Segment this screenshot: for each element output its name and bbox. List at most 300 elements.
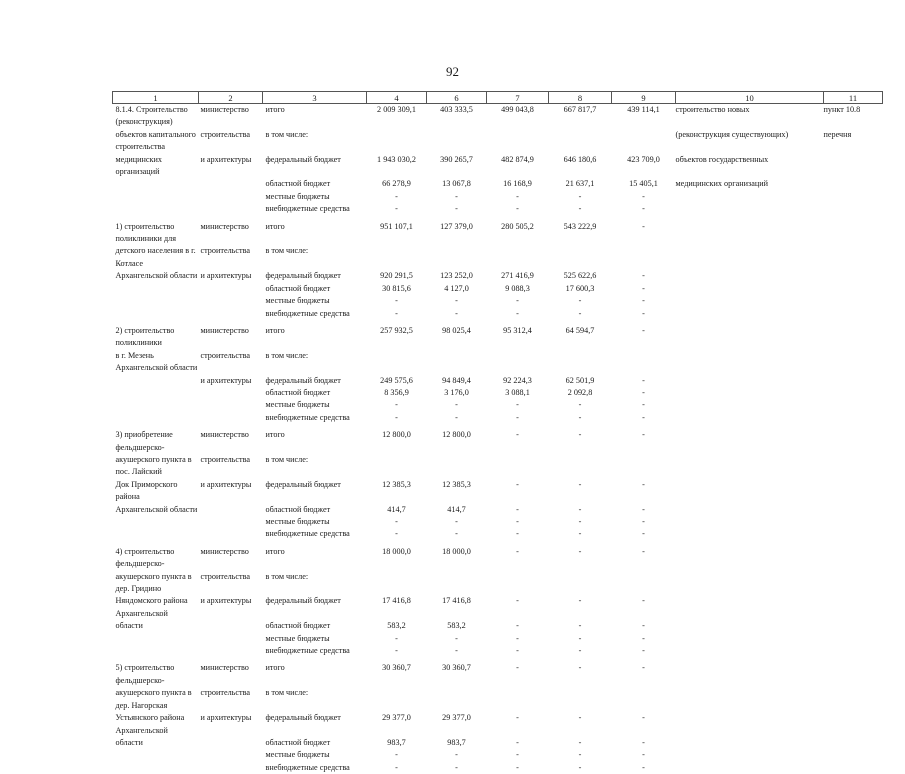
table-row <box>113 749 883 761</box>
amount-cell: - <box>487 295 549 307</box>
table-row <box>113 633 883 645</box>
amount-cell: - <box>487 412 549 424</box>
funding-source-label: итого <box>263 657 367 687</box>
amount-cell: - <box>487 541 549 571</box>
funding-source-label: федеральный бюджет <box>263 375 367 387</box>
object-title-line: медицинских организаций <box>113 154 199 179</box>
executor-line <box>199 178 263 190</box>
expected-result-line <box>676 737 824 749</box>
executor-line <box>199 749 263 761</box>
reference-line: пункт 10.8 <box>824 104 883 129</box>
amount-cell: - <box>612 375 676 387</box>
object-title-line: Док Приморского района <box>113 479 199 504</box>
col-header: 9 <box>612 92 676 104</box>
object-title-line <box>113 399 199 411</box>
object-title-line <box>113 283 199 295</box>
executor-line: и архитектуры <box>199 154 263 179</box>
executor-line: строительства <box>199 571 263 596</box>
executor-line <box>199 528 263 540</box>
executor-line: и архитектуры <box>199 375 263 387</box>
amount-cell: - <box>612 657 676 687</box>
funding-source-label: в том числе: <box>263 454 367 479</box>
amount-cell: - <box>612 216 676 246</box>
amount-cell: - <box>367 516 427 528</box>
executor-line: министерство <box>199 424 263 454</box>
table-row <box>113 308 883 320</box>
col-header: 7 <box>487 92 549 104</box>
funding-source-label: в том числе: <box>263 571 367 596</box>
object-title-line <box>113 295 199 307</box>
object-title-line: Архангельской области <box>113 504 199 516</box>
amount-cell: 280 505,2 <box>487 216 549 246</box>
amount-cell: - <box>549 737 612 749</box>
reference-line <box>824 399 883 411</box>
amount-cell: 29 377,0 <box>367 712 427 737</box>
expected-result-line <box>676 270 824 282</box>
amount-cell: - <box>612 320 676 350</box>
reference-line <box>824 283 883 295</box>
amount-cell: 18 000,0 <box>427 541 487 571</box>
table-row <box>113 571 883 596</box>
expected-result-line <box>676 412 824 424</box>
amount-cell <box>367 245 427 270</box>
amount-cell: - <box>427 645 487 657</box>
reference-line <box>824 308 883 320</box>
table-row <box>113 350 883 375</box>
amount-cell: - <box>612 620 676 632</box>
amount-cell: 15 405,1 <box>612 178 676 190</box>
amount-cell: - <box>487 657 549 687</box>
object-title-line <box>113 178 199 190</box>
amount-cell: - <box>612 516 676 528</box>
funding-source-label: федеральный бюджет <box>263 154 367 179</box>
amount-cell: 920 291,5 <box>367 270 427 282</box>
col-header: 1 <box>113 92 199 104</box>
executor-line: министерство <box>199 657 263 687</box>
reference-line <box>824 424 883 454</box>
amount-cell: - <box>612 541 676 571</box>
amount-cell: 30 815,6 <box>367 283 427 295</box>
amount-cell: - <box>487 191 549 203</box>
expected-result-line <box>676 633 824 645</box>
amount-cell: 13 067,8 <box>427 178 487 190</box>
expected-result-line <box>676 657 824 687</box>
funding-source-label: местные бюджеты <box>263 516 367 528</box>
amount-cell: - <box>367 412 427 424</box>
reference-line: перечня <box>824 129 883 154</box>
amount-cell: - <box>612 762 676 774</box>
expected-result-line <box>676 504 824 516</box>
col-header: 11 <box>824 92 883 104</box>
amount-cell: - <box>487 633 549 645</box>
executor-line: и архитектуры <box>199 270 263 282</box>
amount-cell: - <box>549 479 612 504</box>
object-title-line: области <box>113 620 199 632</box>
amount-cell: 3 176,0 <box>427 387 487 399</box>
reference-line <box>824 687 883 712</box>
funding-source-label: федеральный бюджет <box>263 270 367 282</box>
amount-cell: 12 385,3 <box>427 479 487 504</box>
amount-cell: - <box>427 516 487 528</box>
table-row <box>113 620 883 632</box>
amount-cell: - <box>367 749 427 761</box>
reference-line <box>824 191 883 203</box>
amount-cell: - <box>612 308 676 320</box>
amount-cell: 583,2 <box>367 620 427 632</box>
col-header: 10 <box>676 92 824 104</box>
table-row <box>113 104 883 129</box>
amount-cell: - <box>612 424 676 454</box>
expected-result-line <box>676 424 824 454</box>
amount-cell: 21 637,1 <box>549 178 612 190</box>
amount-cell: 2 092,8 <box>549 387 612 399</box>
amount-cell: 414,7 <box>367 504 427 516</box>
amount-cell: 667 817,7 <box>549 104 612 129</box>
amount-cell: - <box>612 737 676 749</box>
amount-cell: 30 360,7 <box>367 657 427 687</box>
table-row <box>113 320 883 350</box>
reference-line <box>824 412 883 424</box>
reference-line <box>824 479 883 504</box>
amount-cell: 499 043,8 <box>487 104 549 129</box>
amount-cell <box>612 350 676 375</box>
table-row <box>113 178 883 190</box>
reference-line <box>824 762 883 774</box>
funding-source-label: внебюджетные средства <box>263 308 367 320</box>
funding-source-label: итого <box>263 104 367 129</box>
amount-cell: - <box>549 595 612 620</box>
amount-cell: - <box>549 645 612 657</box>
amount-cell: 94 849,4 <box>427 375 487 387</box>
object-title-line: акушерского пункта в дер. Гридино <box>113 571 199 596</box>
expected-result-line <box>676 571 824 596</box>
amount-cell: - <box>549 762 612 774</box>
reference-line <box>824 203 883 215</box>
amount-cell <box>487 245 549 270</box>
amount-cell: 4 127,0 <box>427 283 487 295</box>
header-row <box>113 92 883 104</box>
executor-line <box>199 412 263 424</box>
executor-line <box>199 203 263 215</box>
object-title-line: 2) строительство поликлиники <box>113 320 199 350</box>
funding-source-label: областной бюджет <box>263 387 367 399</box>
amount-cell: 2 009 309,1 <box>367 104 427 129</box>
funding-source-label: внебюджетные средства <box>263 645 367 657</box>
amount-cell: - <box>367 399 427 411</box>
funding-source-label: в том числе: <box>263 129 367 154</box>
expected-result-line <box>676 245 824 270</box>
reference-line <box>824 620 883 632</box>
amount-cell <box>427 129 487 154</box>
table-row <box>113 595 883 620</box>
program-table <box>112 91 883 774</box>
table-row <box>113 528 883 540</box>
object-title-line <box>113 645 199 657</box>
amount-cell: - <box>612 633 676 645</box>
amount-cell: - <box>549 203 612 215</box>
object-title-line: акушерского пункта в пос. Лайский <box>113 454 199 479</box>
expected-result-line <box>676 283 824 295</box>
reference-line <box>824 516 883 528</box>
funding-source-label: федеральный бюджет <box>263 712 367 737</box>
executor-line: строительства <box>199 129 263 154</box>
amount-cell <box>427 350 487 375</box>
executor-line <box>199 387 263 399</box>
amount-cell: - <box>427 191 487 203</box>
expected-result-line: объектов государственных <box>676 154 824 179</box>
object-title-line: в г. Мезень Архангельской области <box>113 350 199 375</box>
amount-cell <box>487 350 549 375</box>
object-title-line: области <box>113 737 199 749</box>
amount-cell: 390 265,7 <box>427 154 487 179</box>
executor-line <box>199 295 263 307</box>
table-row <box>113 454 883 479</box>
amount-cell: - <box>487 620 549 632</box>
object-title-line <box>113 387 199 399</box>
amount-cell: 95 312,4 <box>487 320 549 350</box>
amount-cell: - <box>612 191 676 203</box>
executor-line: строительства <box>199 245 263 270</box>
amount-cell: - <box>487 528 549 540</box>
page-number: 92 <box>0 64 905 80</box>
amount-cell: - <box>612 712 676 737</box>
amount-cell: 646 180,6 <box>549 154 612 179</box>
executor-line: и архитектуры <box>199 479 263 504</box>
funding-source-label: местные бюджеты <box>263 749 367 761</box>
object-title-line: акушерского пункта в дер. Нагорская <box>113 687 199 712</box>
amount-cell: - <box>427 295 487 307</box>
funding-source-label: итого <box>263 320 367 350</box>
amount-cell: - <box>367 203 427 215</box>
funding-source-label: федеральный бюджет <box>263 595 367 620</box>
funding-source-label: внебюджетные средства <box>263 203 367 215</box>
amount-cell: 98 025,4 <box>427 320 487 350</box>
object-title-line: объектов капитального строительства <box>113 129 199 154</box>
reference-line <box>824 154 883 179</box>
amount-cell <box>367 454 427 479</box>
amount-cell: - <box>549 749 612 761</box>
reference-line <box>824 541 883 571</box>
reference-line <box>824 178 883 190</box>
funding-source-label: в том числе: <box>263 350 367 375</box>
table-row <box>113 203 883 215</box>
executor-line: министерство <box>199 216 263 246</box>
reference-line <box>824 749 883 761</box>
amount-cell: - <box>612 595 676 620</box>
object-title-line: 5) строительство фельдшерско- <box>113 657 199 687</box>
amount-cell: - <box>367 633 427 645</box>
table-row <box>113 516 883 528</box>
amount-cell: 30 360,7 <box>427 657 487 687</box>
amount-cell: - <box>367 645 427 657</box>
executor-line <box>199 399 263 411</box>
amount-cell: - <box>612 399 676 411</box>
expected-result-line <box>676 387 824 399</box>
reference-line <box>824 350 883 375</box>
amount-cell <box>427 245 487 270</box>
funding-source-label: местные бюджеты <box>263 295 367 307</box>
table-body <box>113 104 883 774</box>
executor-line: министерство <box>199 104 263 129</box>
amount-cell: 127 379,0 <box>427 216 487 246</box>
amount-cell: - <box>549 412 612 424</box>
amount-cell: - <box>549 295 612 307</box>
executor-line: и архитектуры <box>199 595 263 620</box>
object-title-line <box>113 203 199 215</box>
amount-cell: - <box>549 424 612 454</box>
expected-result-line <box>676 320 824 350</box>
table-row <box>113 762 883 774</box>
amount-cell <box>427 571 487 596</box>
funding-source-label: федеральный бюджет <box>263 479 367 504</box>
funding-source-label: местные бюджеты <box>263 399 367 411</box>
amount-cell: - <box>549 504 612 516</box>
reference-line <box>824 270 883 282</box>
table-row <box>113 129 883 154</box>
amount-cell: - <box>612 479 676 504</box>
amount-cell: - <box>367 528 427 540</box>
amount-cell <box>367 350 427 375</box>
executor-line: министерство <box>199 320 263 350</box>
table-row <box>113 737 883 749</box>
amount-cell: 583,2 <box>427 620 487 632</box>
amount-cell: - <box>487 645 549 657</box>
funding-source-label: местные бюджеты <box>263 191 367 203</box>
table-row <box>113 154 883 179</box>
expected-result-line <box>676 399 824 411</box>
reference-line <box>824 295 883 307</box>
col-header: 2 <box>199 92 263 104</box>
expected-result-line <box>676 541 824 571</box>
amount-cell: - <box>612 528 676 540</box>
amount-cell: - <box>549 712 612 737</box>
amount-cell: 525 622,6 <box>549 270 612 282</box>
reference-line <box>824 320 883 350</box>
object-title-line: 8.1.4. Строительство (реконструкция) <box>113 104 199 129</box>
funding-source-label: внебюджетные средства <box>263 412 367 424</box>
amount-cell <box>487 571 549 596</box>
amount-cell: - <box>427 762 487 774</box>
object-title-line <box>113 516 199 528</box>
amount-cell: - <box>549 308 612 320</box>
amount-cell: 257 932,5 <box>367 320 427 350</box>
executor-line <box>199 504 263 516</box>
amount-cell: - <box>367 295 427 307</box>
amount-cell: - <box>549 657 612 687</box>
amount-cell: 249 575,6 <box>367 375 427 387</box>
expected-result-line <box>676 712 824 737</box>
expected-result-line <box>676 350 824 375</box>
reference-line <box>824 216 883 246</box>
amount-cell: 29 377,0 <box>427 712 487 737</box>
object-title-line <box>113 308 199 320</box>
expected-result-line <box>676 216 824 246</box>
amount-cell: - <box>612 203 676 215</box>
amount-cell: - <box>487 479 549 504</box>
expected-result-line <box>676 528 824 540</box>
executor-line <box>199 516 263 528</box>
table-row <box>113 245 883 270</box>
table-row <box>113 424 883 454</box>
amount-cell: - <box>427 203 487 215</box>
reference-line <box>824 712 883 737</box>
executor-line <box>199 645 263 657</box>
amount-cell: 18 000,0 <box>367 541 427 571</box>
amount-cell: 1 943 030,2 <box>367 154 427 179</box>
funding-source-label: итого <box>263 424 367 454</box>
amount-cell: - <box>487 203 549 215</box>
funding-source-label: в том числе: <box>263 245 367 270</box>
col-header: 6 <box>427 92 487 104</box>
table-row <box>113 295 883 307</box>
expected-result-line <box>676 687 824 712</box>
funding-source-label: итого <box>263 541 367 571</box>
object-title-line <box>113 528 199 540</box>
amount-cell: 3 088,1 <box>487 387 549 399</box>
table-row <box>113 687 883 712</box>
expected-result-line: медицинских организаций <box>676 178 824 190</box>
table-row <box>113 504 883 516</box>
expected-result-line <box>676 762 824 774</box>
amount-cell: - <box>549 191 612 203</box>
reference-line <box>824 375 883 387</box>
table-row <box>113 712 883 737</box>
amount-cell <box>367 687 427 712</box>
amount-cell <box>427 687 487 712</box>
amount-cell: 12 800,0 <box>427 424 487 454</box>
amount-cell <box>487 129 549 154</box>
amount-cell: - <box>487 516 549 528</box>
amount-cell: - <box>487 595 549 620</box>
amount-cell: 423 709,0 <box>612 154 676 179</box>
table-row <box>113 399 883 411</box>
amount-cell: - <box>427 749 487 761</box>
reference-line <box>824 454 883 479</box>
amount-cell: - <box>612 283 676 295</box>
expected-result-line <box>676 191 824 203</box>
amount-cell: - <box>367 191 427 203</box>
amount-cell: - <box>612 749 676 761</box>
executor-line <box>199 620 263 632</box>
executor-line: и архитектуры <box>199 712 263 737</box>
amount-cell: - <box>549 399 612 411</box>
funding-source-label: областной бюджет <box>263 737 367 749</box>
amount-cell: - <box>612 295 676 307</box>
object-title-line: Устьянского района Архангельской <box>113 712 199 737</box>
funding-source-label: областной бюджет <box>263 178 367 190</box>
executor-line: строительства <box>199 454 263 479</box>
amount-cell: - <box>549 633 612 645</box>
amount-cell: - <box>612 504 676 516</box>
amount-cell: - <box>612 412 676 424</box>
amount-cell: - <box>427 412 487 424</box>
amount-cell: 64 594,7 <box>549 320 612 350</box>
amount-cell: 439 114,1 <box>612 104 676 129</box>
expected-result-line: строительство новых <box>676 104 824 129</box>
amount-cell: - <box>427 528 487 540</box>
object-title-line: 3) приобретение фельдшерско- <box>113 424 199 454</box>
amount-cell: 403 333,5 <box>427 104 487 129</box>
amount-cell: - <box>549 620 612 632</box>
expected-result-line <box>676 454 824 479</box>
amount-cell <box>612 687 676 712</box>
amount-cell: - <box>427 399 487 411</box>
amount-cell: 951 107,1 <box>367 216 427 246</box>
expected-result-line <box>676 516 824 528</box>
expected-result-line <box>676 595 824 620</box>
amount-cell: 9 088,3 <box>487 283 549 295</box>
amount-cell: 66 278,9 <box>367 178 427 190</box>
